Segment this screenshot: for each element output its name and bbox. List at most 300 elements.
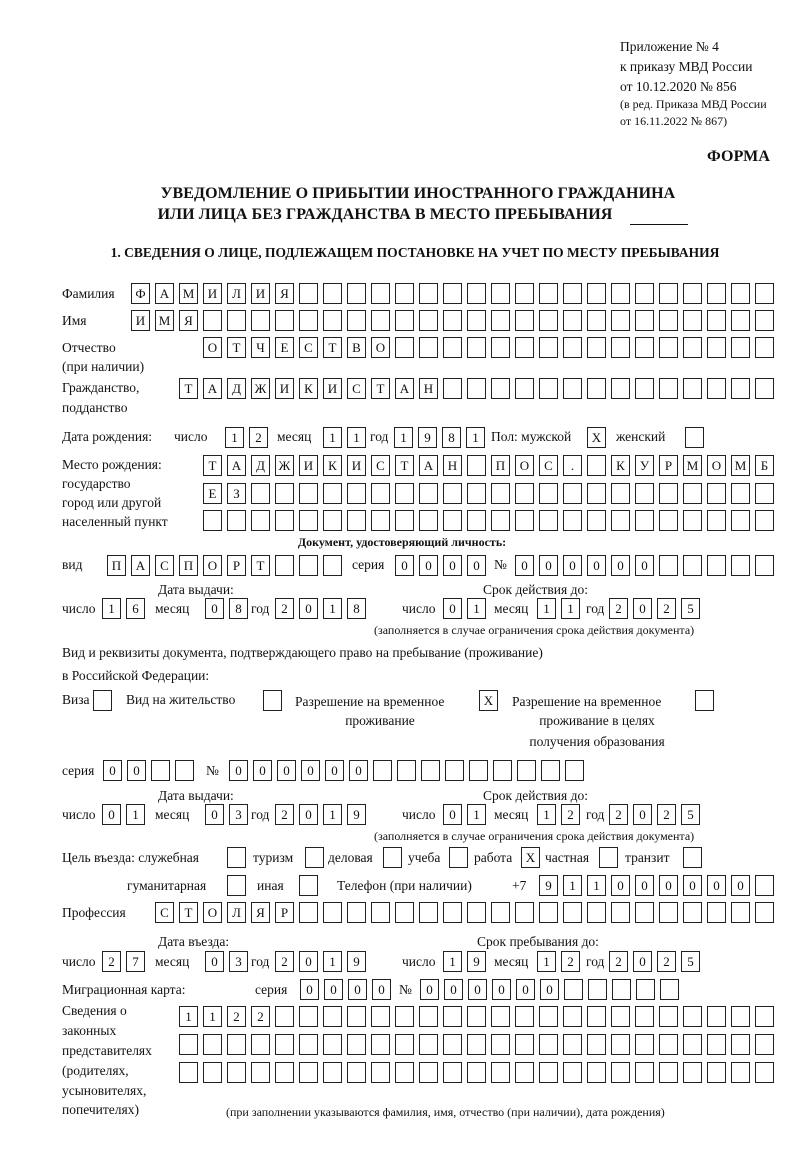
char-cell[interactable] [323,283,342,304]
checkbox[interactable] [263,690,282,711]
char-cell[interactable]: И [131,310,150,331]
char-cell[interactable]: К [611,455,630,476]
char-cell[interactable] [275,555,294,576]
char-cell[interactable]: К [323,455,342,476]
char-cell[interactable] [635,1034,654,1055]
char-cell[interactable] [467,1034,486,1055]
char-cell[interactable] [323,1006,342,1027]
char-cell[interactable]: Т [395,455,414,476]
char-cell[interactable]: 0 [372,979,391,1000]
checkbox[interactable] [305,847,324,868]
char-cell[interactable] [491,483,510,504]
char-cell[interactable] [635,902,654,923]
char-cell[interactable] [611,1034,630,1055]
char-cell[interactable] [755,378,774,399]
char-cell[interactable]: С [371,455,390,476]
char-cell[interactable] [467,337,486,358]
char-cell[interactable] [683,1006,702,1027]
char-cell[interactable] [151,760,170,781]
char-cell[interactable] [612,979,631,1000]
char-cell[interactable]: 9 [539,875,558,896]
char-cell[interactable] [731,510,750,531]
char-cell[interactable] [395,902,414,923]
char-cell[interactable]: И [203,283,222,304]
char-cell[interactable] [587,455,606,476]
char-cell[interactable]: 0 [633,804,652,825]
char-cell[interactable]: 0 [299,598,318,619]
char-cell[interactable] [635,510,654,531]
char-cell[interactable] [443,902,462,923]
char-cell[interactable] [611,483,630,504]
char-cell[interactable] [517,760,536,781]
checkbox[interactable] [299,875,318,896]
char-cell[interactable] [515,337,534,358]
char-cell[interactable] [443,1006,462,1027]
char-cell[interactable]: 2 [561,951,580,972]
char-cell[interactable] [443,283,462,304]
char-cell[interactable]: 0 [324,979,343,1000]
char-cell[interactable]: 0 [540,979,559,1000]
char-cell[interactable] [179,1062,198,1083]
char-cell[interactable]: 1 [394,427,413,448]
char-cell[interactable]: 1 [323,951,342,972]
char-cell[interactable] [563,902,582,923]
char-cell[interactable] [611,1006,630,1027]
char-cell[interactable]: 8 [442,427,461,448]
char-cell[interactable]: 2 [275,804,294,825]
char-cell[interactable] [203,510,222,531]
char-cell[interactable] [251,510,270,531]
char-cell[interactable] [515,283,534,304]
char-cell[interactable] [563,510,582,531]
char-cell[interactable] [755,1062,774,1083]
char-cell[interactable] [539,1006,558,1027]
char-cell[interactable] [539,510,558,531]
char-cell[interactable] [515,1062,534,1083]
char-cell[interactable]: Ч [251,337,270,358]
char-cell[interactable] [611,337,630,358]
char-cell[interactable]: 2 [275,951,294,972]
char-cell[interactable]: М [683,455,702,476]
char-cell[interactable] [347,483,366,504]
char-cell[interactable]: С [155,555,174,576]
char-cell[interactable] [683,510,702,531]
char-cell[interactable] [683,283,702,304]
char-cell[interactable]: . [563,455,582,476]
checkbox[interactable] [599,847,618,868]
char-cell[interactable]: 0 [444,979,463,1000]
char-cell[interactable]: 0 [563,555,582,576]
char-cell[interactable] [491,1034,510,1055]
char-cell[interactable] [203,1034,222,1055]
char-cell[interactable] [421,760,440,781]
char-cell[interactable] [587,310,606,331]
char-cell[interactable] [635,1062,654,1083]
char-cell[interactable] [419,283,438,304]
char-cell[interactable] [395,1034,414,1055]
char-cell[interactable] [611,510,630,531]
char-cell[interactable] [541,760,560,781]
char-cell[interactable]: Р [659,455,678,476]
char-cell[interactable] [683,902,702,923]
char-cell[interactable] [347,1062,366,1083]
char-cell[interactable] [587,483,606,504]
char-cell[interactable]: К [299,378,318,399]
char-cell[interactable]: Р [227,555,246,576]
char-cell[interactable] [299,310,318,331]
char-cell[interactable] [371,1034,390,1055]
char-cell[interactable] [227,310,246,331]
char-cell[interactable] [707,510,726,531]
char-cell[interactable] [659,310,678,331]
char-cell[interactable] [251,483,270,504]
char-cell[interactable] [755,555,774,576]
char-cell[interactable] [347,510,366,531]
char-cell[interactable]: 0 [205,804,224,825]
char-cell[interactable] [731,555,750,576]
char-cell[interactable]: 2 [251,1006,270,1027]
char-cell[interactable] [445,760,464,781]
checkbox[interactable] [227,847,246,868]
char-cell[interactable] [587,902,606,923]
char-cell[interactable] [731,310,750,331]
char-cell[interactable]: А [419,455,438,476]
char-cell[interactable]: З [227,483,246,504]
char-cell[interactable] [755,310,774,331]
char-cell[interactable]: 1 [323,804,342,825]
char-cell[interactable]: 2 [275,598,294,619]
char-cell[interactable]: 1 [466,427,485,448]
char-cell[interactable] [467,283,486,304]
char-cell[interactable] [323,510,342,531]
char-cell[interactable]: Ф [131,283,150,304]
char-cell[interactable]: 0 [731,875,750,896]
char-cell[interactable] [347,1034,366,1055]
char-cell[interactable] [588,979,607,1000]
char-cell[interactable] [419,1062,438,1083]
char-cell[interactable] [275,1062,294,1083]
char-cell[interactable] [659,337,678,358]
char-cell[interactable] [395,510,414,531]
char-cell[interactable]: А [395,378,414,399]
char-cell[interactable]: О [371,337,390,358]
char-cell[interactable]: П [107,555,126,576]
char-cell[interactable] [539,902,558,923]
char-cell[interactable]: 0 [395,555,414,576]
char-cell[interactable] [587,1006,606,1027]
char-cell[interactable]: 1 [126,804,145,825]
char-cell[interactable]: Т [179,902,198,923]
char-cell[interactable] [707,483,726,504]
char-cell[interactable] [563,1062,582,1083]
char-cell[interactable]: 7 [126,951,145,972]
char-cell[interactable]: В [347,337,366,358]
char-cell[interactable] [683,483,702,504]
char-cell[interactable] [419,337,438,358]
char-cell[interactable] [467,902,486,923]
char-cell[interactable]: 0 [443,598,462,619]
char-cell[interactable]: 2 [102,951,121,972]
char-cell[interactable] [611,902,630,923]
char-cell[interactable]: 2 [657,598,676,619]
char-cell[interactable]: 0 [348,979,367,1000]
char-cell[interactable] [443,378,462,399]
char-cell[interactable] [347,310,366,331]
checkbox[interactable] [383,847,402,868]
char-cell[interactable] [251,1034,270,1055]
char-cell[interactable] [371,483,390,504]
char-cell[interactable]: У [635,455,654,476]
char-cell[interactable] [227,1034,246,1055]
char-cell[interactable]: 0 [443,804,462,825]
char-cell[interactable] [323,902,342,923]
char-cell[interactable] [563,1006,582,1027]
char-cell[interactable] [563,337,582,358]
char-cell[interactable] [515,1006,534,1027]
char-cell[interactable] [443,483,462,504]
char-cell[interactable]: 0 [635,875,654,896]
char-cell[interactable]: 1 [323,427,342,448]
char-cell[interactable] [707,378,726,399]
char-cell[interactable] [251,1062,270,1083]
char-cell[interactable]: Д [227,378,246,399]
checkbox[interactable] [449,847,468,868]
char-cell[interactable]: С [155,902,174,923]
char-cell[interactable]: 1 [443,951,462,972]
char-cell[interactable]: 0 [253,760,272,781]
char-cell[interactable]: 2 [227,1006,246,1027]
checkbox[interactable] [683,847,702,868]
char-cell[interactable]: 1 [537,951,556,972]
char-cell[interactable]: 0 [102,804,121,825]
char-cell[interactable] [731,337,750,358]
char-cell[interactable]: Л [227,283,246,304]
char-cell[interactable] [683,337,702,358]
char-cell[interactable] [635,283,654,304]
char-cell[interactable] [491,1006,510,1027]
char-cell[interactable]: 0 [229,760,248,781]
char-cell[interactable] [373,760,392,781]
char-cell[interactable]: 5 [681,951,700,972]
char-cell[interactable] [587,337,606,358]
char-cell[interactable] [491,283,510,304]
char-cell[interactable] [539,283,558,304]
char-cell[interactable] [563,378,582,399]
char-cell[interactable] [659,378,678,399]
char-cell[interactable]: 1 [102,598,121,619]
char-cell[interactable]: Т [227,337,246,358]
char-cell[interactable] [563,1034,582,1055]
char-cell[interactable]: М [731,455,750,476]
char-cell[interactable] [755,1034,774,1055]
char-cell[interactable]: 0 [325,760,344,781]
char-cell[interactable]: 0 [587,555,606,576]
char-cell[interactable]: А [155,283,174,304]
char-cell[interactable] [323,555,342,576]
char-cell[interactable]: 9 [347,951,366,972]
checkbox[interactable] [227,875,246,896]
char-cell[interactable]: 0 [420,979,439,1000]
char-cell[interactable] [587,1034,606,1055]
char-cell[interactable] [275,310,294,331]
char-cell[interactable]: 9 [347,804,366,825]
char-cell[interactable] [299,902,318,923]
char-cell[interactable]: 1 [323,598,342,619]
char-cell[interactable]: 0 [539,555,558,576]
char-cell[interactable] [203,1062,222,1083]
char-cell[interactable]: С [299,337,318,358]
char-cell[interactable]: 2 [561,804,580,825]
char-cell[interactable]: С [347,378,366,399]
char-cell[interactable]: Н [419,378,438,399]
char-cell[interactable]: П [491,455,510,476]
char-cell[interactable] [565,760,584,781]
char-cell[interactable]: 0 [301,760,320,781]
char-cell[interactable] [323,483,342,504]
char-cell[interactable] [707,902,726,923]
char-cell[interactable]: А [227,455,246,476]
char-cell[interactable] [493,760,512,781]
char-cell[interactable] [659,1034,678,1055]
char-cell[interactable] [755,337,774,358]
char-cell[interactable] [419,1006,438,1027]
char-cell[interactable] [515,310,534,331]
char-cell[interactable] [443,1062,462,1083]
char-cell[interactable] [755,283,774,304]
char-cell[interactable]: 1 [537,804,556,825]
checkbox[interactable]: X [521,847,540,868]
char-cell[interactable]: И [251,283,270,304]
char-cell[interactable] [347,902,366,923]
char-cell[interactable] [491,337,510,358]
char-cell[interactable] [707,1062,726,1083]
char-cell[interactable]: 8 [347,598,366,619]
char-cell[interactable] [683,1034,702,1055]
char-cell[interactable]: 1 [467,804,486,825]
char-cell[interactable] [635,310,654,331]
char-cell[interactable]: Н [443,455,462,476]
char-cell[interactable] [563,283,582,304]
char-cell[interactable]: Д [251,455,270,476]
char-cell[interactable]: П [179,555,198,576]
char-cell[interactable] [683,555,702,576]
char-cell[interactable] [683,378,702,399]
char-cell[interactable] [539,1062,558,1083]
char-cell[interactable] [299,1034,318,1055]
char-cell[interactable]: Т [371,378,390,399]
char-cell[interactable]: Ж [251,378,270,399]
char-cell[interactable] [539,310,558,331]
char-cell[interactable]: 0 [299,804,318,825]
char-cell[interactable]: 9 [418,427,437,448]
char-cell[interactable] [419,483,438,504]
char-cell[interactable] [587,378,606,399]
char-cell[interactable] [299,1062,318,1083]
char-cell[interactable] [443,1034,462,1055]
char-cell[interactable] [636,979,655,1000]
char-cell[interactable] [395,310,414,331]
char-cell[interactable] [707,310,726,331]
char-cell[interactable] [491,510,510,531]
char-cell[interactable]: 0 [659,875,678,896]
checkbox[interactable] [695,690,714,711]
char-cell[interactable]: 5 [681,598,700,619]
char-cell[interactable] [299,483,318,504]
char-cell[interactable] [707,1034,726,1055]
char-cell[interactable]: Я [251,902,270,923]
char-cell[interactable]: 2 [609,804,628,825]
char-cell[interactable] [443,510,462,531]
char-cell[interactable] [491,378,510,399]
char-cell[interactable]: О [707,455,726,476]
char-cell[interactable] [227,510,246,531]
char-cell[interactable]: О [515,455,534,476]
char-cell[interactable] [397,760,416,781]
char-cell[interactable] [395,1006,414,1027]
char-cell[interactable] [347,283,366,304]
char-cell[interactable] [515,510,534,531]
char-cell[interactable]: 2 [657,804,676,825]
char-cell[interactable] [227,1062,246,1083]
char-cell[interactable] [755,1006,774,1027]
char-cell[interactable] [659,555,678,576]
char-cell[interactable]: Р [275,902,294,923]
char-cell[interactable] [371,510,390,531]
char-cell[interactable]: Л [227,902,246,923]
char-cell[interactable] [443,310,462,331]
char-cell[interactable] [395,283,414,304]
char-cell[interactable] [467,1006,486,1027]
char-cell[interactable] [563,310,582,331]
char-cell[interactable]: 3 [229,804,248,825]
char-cell[interactable]: 0 [419,555,438,576]
char-cell[interactable]: 2 [249,427,268,448]
char-cell[interactable] [731,902,750,923]
char-cell[interactable] [467,483,486,504]
char-cell[interactable] [755,875,774,896]
char-cell[interactable]: 0 [516,979,535,1000]
char-cell[interactable] [299,283,318,304]
char-cell[interactable]: 1 [537,598,556,619]
char-cell[interactable]: И [275,378,294,399]
char-cell[interactable] [635,378,654,399]
char-cell[interactable] [419,510,438,531]
char-cell[interactable]: Т [251,555,270,576]
char-cell[interactable]: С [539,455,558,476]
char-cell[interactable] [347,1006,366,1027]
char-cell[interactable] [299,555,318,576]
char-cell[interactable] [731,378,750,399]
char-cell[interactable] [323,1062,342,1083]
char-cell[interactable]: 0 [633,598,652,619]
char-cell[interactable] [419,1034,438,1055]
char-cell[interactable] [395,337,414,358]
char-cell[interactable] [659,510,678,531]
char-cell[interactable] [515,1034,534,1055]
char-cell[interactable]: 0 [492,979,511,1000]
char-cell[interactable] [731,1034,750,1055]
char-cell[interactable] [659,902,678,923]
char-cell[interactable] [611,283,630,304]
char-cell[interactable]: Т [179,378,198,399]
char-cell[interactable]: Т [323,337,342,358]
char-cell[interactable] [275,1034,294,1055]
char-cell[interactable] [755,510,774,531]
char-cell[interactable]: 0 [299,951,318,972]
char-cell[interactable] [419,902,438,923]
char-cell[interactable]: 9 [467,951,486,972]
char-cell[interactable] [395,1062,414,1083]
